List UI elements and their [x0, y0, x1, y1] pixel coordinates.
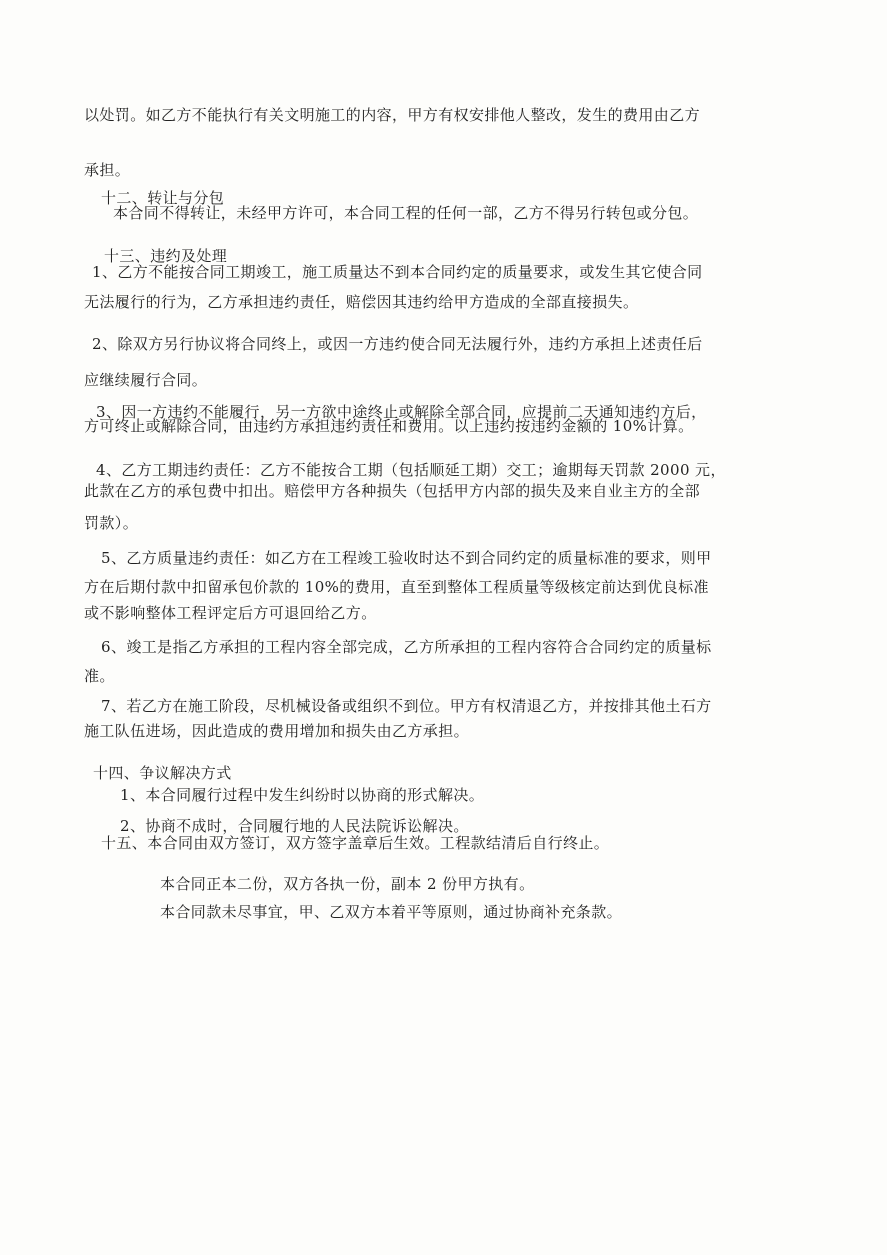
section-heading: 十四、争议解决方式	[93, 764, 232, 782]
text-line: 6、竣工是指乙方承担的工程内容全部完成，乙方所承担的工程内容符合合同约定的质量标	[101, 638, 712, 656]
text-line: 7、若乙方在施工阶段，尽机械设备或组织不到位。甲方有权清退乙方，并按排其他土石方	[101, 697, 712, 715]
text-line: 2、协商不成时，合同履行地的人民法院诉讼解决。	[120, 817, 469, 835]
text-line: 本合同不得转让，未经甲方许可，本合同工程的任何一部，乙方不得另行转包或分包。	[113, 204, 699, 222]
text-line: 本合同款未尽事宜，甲、乙双方本着平等原则，通过协商补充条款。	[160, 903, 623, 921]
text-line: 此款在乙方的承包费中扣出。赔偿甲方各种损失（包括甲方内部的损失及来自业主方的全部	[84, 482, 701, 500]
text-line: 本合同正本二份，双方各执一份，副本 2 份甲方执有。	[160, 875, 535, 893]
text-line: 1、乙方不能按合同工期竣工，施工质量达不到本合同约定的质量要求，或发生其它使合同	[92, 263, 703, 281]
text-line: 准。	[84, 667, 115, 685]
text-line: 5、乙方质量违约责任：如乙方在工程竣工验收时达不到合同约定的质量标准的要求，则甲	[101, 549, 712, 567]
text-line: 3、因一方违约不能履行，另一方欲中途终止或解除全部合同，应提前二天通知违约方后，	[96, 403, 707, 421]
text-line: 承担。	[84, 161, 131, 179]
text-line: 无法履行的行为，乙方承担违约责任，赔偿因其违约给甲方造成的全部直接损失。	[84, 293, 639, 311]
section-heading: 十三、违约及处理	[104, 247, 228, 265]
text-line: 应继续履行合同。	[84, 371, 208, 389]
text-line: 或不影响整体工程评定后方可退回给乙方。	[84, 604, 377, 622]
text-line: 以处罚。如乙方不能执行有关文明施工的内容，甲方有权安排他人整改，发生的费用由乙方	[84, 106, 701, 124]
text-line: 方在后期付款中扣留承包价款的 10%的费用，直至到整体工程质量等级核定前达到优良标准	[84, 578, 709, 596]
text-line: 施工队伍进场，因此造成的费用增加和损失由乙方承担。	[84, 722, 470, 740]
text-line: 方可终止或解除合同，由违约方承担违约责任和费用。以上违约按违约金额的 10%计算。	[84, 417, 694, 435]
text-line: 4、乙方工期违约责任：乙方不能按合工期（包括顺延工期）交工；逾期每天罚款 2000 元，	[96, 461, 726, 479]
text-line: 1、本合同履行过程中发生纠纷时以协商的形式解决。	[120, 786, 485, 804]
text-line: 2、除双方另行协议将合同终上，或因一方违约使合同无法履行外，违约方承担上述责任后	[92, 335, 703, 353]
section-heading: 十二、转让与分包	[101, 189, 225, 207]
section-heading: 十五、本合同由双方签订，双方签字盖章后生效。工程款结清后自行终止。	[101, 834, 610, 852]
text-line: 罚款）。	[84, 514, 139, 532]
